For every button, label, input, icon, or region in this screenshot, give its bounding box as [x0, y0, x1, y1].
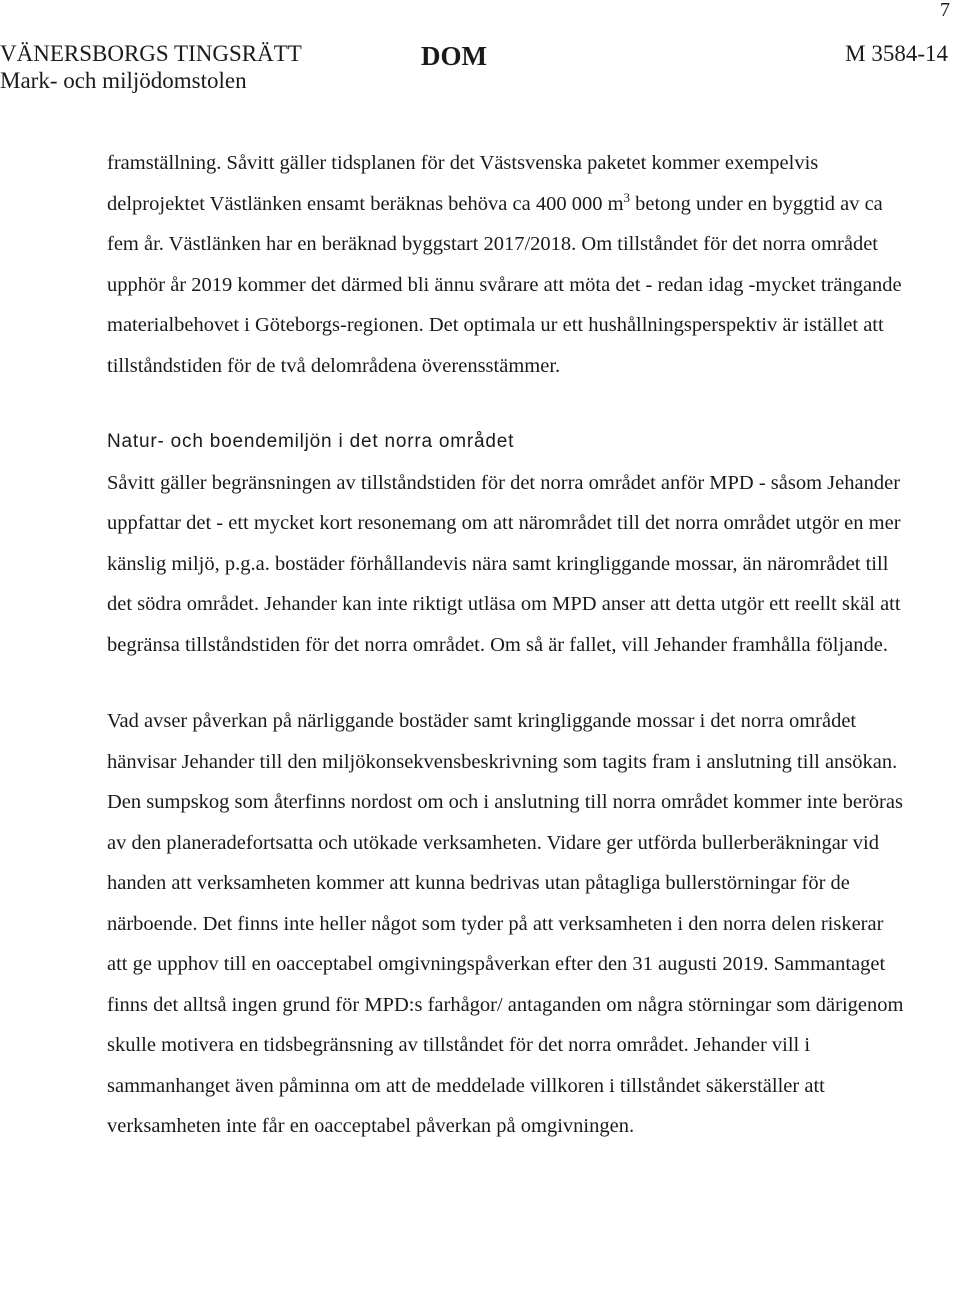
case-number: M 3584-14	[845, 41, 948, 66]
paragraph-text: framställning. Såvitt gäller tidsplanen för det Västsvenska paketet kommer exempelvis delprojektet Västlänken ensamt beräknas behöva ca 400 000 m	[107, 152, 819, 215]
court-name: VÄNERSBORGS TINGSRÄTT	[0, 41, 302, 66]
page-number: 7	[940, 0, 950, 21]
document-body	[107, 143, 907, 1147]
document-type: DOM	[421, 41, 487, 71]
document-header	[0, 40, 948, 96]
paragraph-response: Vad avser påverkan på närliggande bostäder samt kringliggande mossar i det norra området hänvisar Jehander till den miljökonsekvensbeskrivning som tagits fram i anslutning till ansökan. Den sumpskog som återfinns nordost om och i anslutning till norra området kommer inte beröras av den planeradefortsatta och utökade verksamheten. Vidare ger utförda bullerberäkningar vid handen att verksamheten kommer att kunna bedrivas utan påtagliga bullerstörningar för de närboende. Det finns inte heller något som tyder på att verksamheten i den norra delen riskerar att ge upphov till en oacceptabel omgivningspåverkan efter den 31 augusti 2019. Sammantaget finns det alltså ingen grund för MPD:s farhågor/ antaganden om några störningar som därigenom skulle motivera en tidsbegränsning av tillståndet för det norra området. Jehander vill i sammanhanget även påminna om att de meddelade villkoren i tillståndet säkerställer att verksamheten inte får en oacceptabel påverkan på omgivningen.	[107, 710, 904, 1137]
superscript-cubic: 3	[623, 189, 631, 205]
court-name-block	[0, 40, 302, 94]
paragraph-text-cont: betong under en byggtid av ca fem år. Västlänken har en beräknad byggstart 2017/2018. Om tillståndet för det norra området upphör år 2019 kommer det därmed bli ännu svårare att möta det - redan idag -mycket trängande materialbehovet i Göteborgs-regionen. Det optimala ur ett hushållningsperspektiv är istället att tillståndstiden för de två delområdena överensstämmer.	[107, 192, 902, 377]
court-division: Mark- och miljödomstolen	[0, 68, 247, 93]
paragraph-supply-need	[107, 143, 907, 386]
paragraph-mpd-argument: Såvitt gäller begränsningen av tillståndstiden för det norra området anför MPD - såsom Jehander uppfattar det - ett mycket kort resonemang om att närområdet till det norra området utgör en mer känslig miljö, p.g.a. bostäder förhållandevis nära samt kringliggande mossar, än närområdet till det södra området. Jehander kan inte riktigt utläsa om MPD anser att detta utgör ett reellt skäl att begränsa tillståndstiden för det norra området. Om så är fallet, vill Jehander framhålla följande.	[107, 471, 901, 656]
section-heading: Natur- och boendemiljön i det norra området	[107, 431, 515, 452]
